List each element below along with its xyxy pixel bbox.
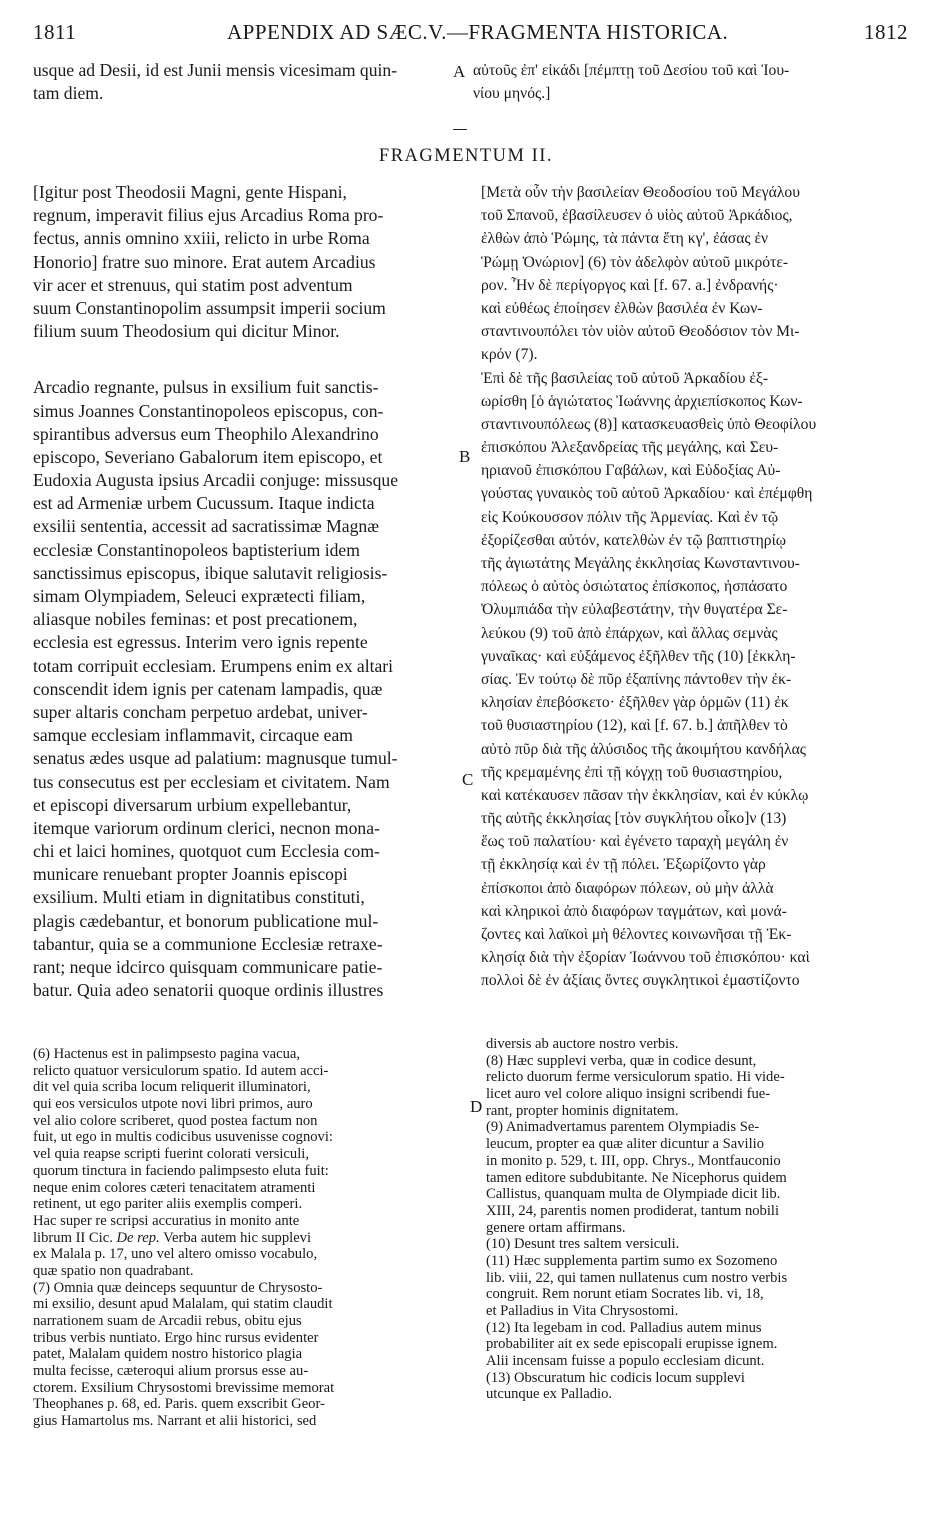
text-line: samque ecclesiam inflammavit, circaque eam [33,725,353,746]
text-line: ctorem. Exsilium Chrysostomi brevissime memorat [33,1379,335,1396]
text-line: ecclesiæ Constantinopoleos baptisterium idem [33,539,360,560]
text-line: Eudoxia Augusta ipsius Arcadii conjuge: missusque [33,470,399,491]
text-line: [Μετὰ οὖν τὴν βασιλείαν Θεοδοσίου τοῦ Μεγάλου [481,184,800,201]
text-line: relicto duorum ferme versiculorum spatio. Hi vide- [486,1069,785,1086]
text-line: conscendit idem ignis per catenam lampadis, quæ [33,678,383,699]
text-line: καὶ κληρικοὶ ἀπὸ διαφόρων ταγμάτων, καὶ μονά- [481,902,787,920]
text-line: καὶ εὐθέως ἐποίησεν ἐλθὼν βασιλέα ἐν Κων- [481,299,763,317]
italic-title: De rep. [116,1229,160,1246]
text-line: congruit. Rem norunt etiam Socrates lib. vi, 18, [486,1286,764,1303]
text-line: ἐξορίζεσθαι αὐτόν, κατελθὼν ἐν τῷ βαπτιστηρίῳ [481,531,787,549]
text-line: σίας. Ἐν τούτῳ δὲ πῦρ ἐξαπίνης πάντοθεν τὴν ἐκ- [481,670,792,688]
text-line: tabantur, quia se a communione Ecclesiæ retraxe- [33,933,383,954]
text-line: diversis ab auctore nostro verbis. [486,1036,679,1052]
greek-column [481,181,816,993]
text-line: Ὀλυμπιάδα τὴν εὐλαβεστάτην, τὴν θυγατέρα Σε- [481,601,788,619]
text-line: retinent, ut ego pariter aliis exemplis comperi. [33,1196,303,1213]
text-line: σταντινουπόλεως (8)] κατασκευασθεὶς ὑπὸ Θεοφίλου [481,415,817,433]
text-line: rant, propter hominis dignitatem. [486,1102,679,1119]
fragment-title: FRAGMENTUM II. [378,146,554,166]
text-line: (13) Obscuratum hic codicis locum supplevi [486,1369,745,1386]
text-line: dit vel quia scriba locum reliquerit illuminatori, [33,1079,311,1096]
text-line: αὐτὸ πῦρ διὰ τῆς ἀλύσιδος τῆς ἀκοιμήτου κανδήλας [481,740,806,758]
text-line: itemque variorum ordinum clerici, necnon mona- [33,817,380,838]
margin-letter-c: C [462,770,474,789]
page-number-right: 1812 [864,20,908,44]
text-line: mi exsilio, desunt apud Malalam, qui statim claudit [33,1296,333,1313]
text-line: γυναῖκας· καὶ εὐξάμενος ἐξῆλθεν τῆς (10) [ἐκκλη- [481,647,796,665]
text-line: πολλοὶ δὲ ἐν ἀξίαις ὄντες συγκλητικοὶ ἐμαστίζοντο [481,972,800,990]
text-line: rant; neque idcirco quisquam communicare patie- [33,957,383,977]
text-line: γούστας γυναικὸς τοῦ αὐτοῦ Ἀρκαδίου· καὶ ἐπέμφθη [481,485,813,503]
text-line: ἐπισκόπου Ἀλεξανδρείας τῆς μεγάλης, καὶ Σευ- [481,439,779,457]
text-line: τῆς αὐτῆς ἐκκλησίας [τὸν συγκλήτου οἶκο]ν (13) [481,810,787,828]
text-line: ex Malala p. 17, uno vel altero omisso vocabulo, [33,1246,318,1263]
text-line: totam corripuit ecclesiam. Erumpens enim ex altari [33,655,394,676]
text-line: et episcopi diversarum urbium expellebantur, [33,794,352,815]
text-line: ηριανοῦ ἐπισκόπου Γαβάλων, καὶ Εὐδοξίας Αὐ- [481,462,781,480]
text-line: fectus, annis omnino xxiii, relicto in urbe Roma [33,228,370,249]
text-line: senatus ædes usque ad palatium: magnusque tumul- [33,748,398,769]
text-line: licet auro vel colore aliquo insigni scribendi fue- [486,1086,771,1103]
text-line: est ad Armeniæ urbem Cucussum. Itaque indicta [33,493,375,514]
text-line: ζοντες καὶ λαϊκοὶ μὴ θέλοντες κοινωνῆσαι τῇ Ἐκ- [481,926,792,943]
footnotes-left [33,1046,334,1430]
running-title: APPENDIX AD SÆC.V.—FRAGMENTA HISTORICA. [227,20,729,44]
text-line: gius Hamartolus ms. Narrant et alii historici, sed [33,1413,317,1430]
text-line: simus Joannes Constantinopoleos episcopus, con- [33,400,384,421]
text-line: (6) Hactenus est in palimpsesto pagina vacua, [33,1046,301,1062]
text-line: τῆς κρεμαμένης ἐπὶ τῇ κόγχῃ τοῦ θυσιαστηρίου, [481,763,783,781]
text-line: Callistus, quanquam multa de Olympiade dicit lib. [486,1186,781,1203]
text-line: Hac super re scripsi accuratius in monito ante [33,1212,300,1229]
text-line: et Palladius in Vita Chrysostomi. [486,1303,679,1319]
text-line: exsilii sententia, accessit ad sacratissimæ Magnæ [33,516,379,537]
text-line: (8) Hæc supplevi verba, quæ in codice desunt, [486,1052,757,1069]
text-line: ωρίσθη [ὁ ἁγιώτατος Ἰωάννης ἀρχιεπίσκοπος Κων- [481,392,803,410]
text-line: ἐπίσκοποι ἀπὸ διαφόρων πόλεων, οὐ μὴν ἀλλὰ [481,879,774,897]
page-number-left: 1811 [33,20,77,44]
text-line: (9) Animadvertamus parentem Olympiadis Se- [486,1119,760,1136]
text-line: (7) Omnia quæ deinceps sequuntur de Chrysosto- [33,1279,323,1296]
text-line: τοῦ Σπανοῦ, ἐβασίλευσεν ὁ υἱὸς αὐτοῦ Ἀρκάδιος, [481,207,793,225]
margin-letter-a: A [453,62,466,81]
text-line: tam diem. [33,83,104,104]
text-line: patet, Malalam quidem nostro historico plagia [33,1346,303,1363]
text-line: neque enim colores cæteri tenacitatem atramenti [33,1179,316,1196]
text-line: in monito p. 529, t. III, opp. Chrys., Montfauconio [486,1152,781,1169]
text-line: (10) Desunt tres saltem versiculi. [486,1236,680,1253]
text-line: multa fecisse, cæteroqui alium prorsus esse au- [33,1363,309,1380]
paragraph-gap [33,343,398,376]
text-line: episcopo, Severiano Gabalorum item episcopo, et [33,446,383,467]
text-line: usque ad Desii, id est Junii mensis vicesimam quin- [33,60,398,80]
text-line: κλησίαν ἐπεβόσκετο· ἐξῆλθεν γὰρ ὁρμῶν (11) ἐκ [481,694,789,712]
text-line: plagis cædebantur, et bonorum publicatione mul- [33,910,379,931]
text-line: leucum, propter ea quæ aliter dicuntur a Savilio [486,1136,765,1153]
text-line: municare renuebant propter Joannis episcopi [33,864,348,885]
text-line: σταντινουπόλει τὸν υἱὸν αὐτοῦ Θεοδόσιον τὸν Μι- [481,323,800,341]
text-line: κλησίᾳ διὰ τὴν ἐξορίαν Ἰωάννου τοῦ ἐπισκόπου· καὶ [481,949,810,967]
text-line: librum II Cic. De rep. Verba autem hic supplevi [33,1229,312,1246]
text-line: utcunque ex Palladio. [486,1386,613,1403]
text-line: vel alio colore scriberet, quod postea factum non [33,1112,318,1129]
text-line: vel quia reapse scripti fuerint colorati versiculi, [33,1146,309,1163]
text-line: aliasque nobiles feminas: et post precationem, [33,609,358,630]
text-line: spirantibus adversus eum Theophilo Alexandrino [33,423,379,444]
text-line: sanctissimus episcopus, ibique salutavit religiosis- [33,562,388,583]
text-line: (12) Ita legebam in cod. Palladius autem minus [486,1319,762,1336]
margin-letter-b: B [459,447,471,466]
text-line: quorum tinctura in faciendo palimpsesto eluta fuit: [33,1162,329,1179]
latin-column [33,181,398,1002]
text-line: simam Olympiadem, Seleuci exprætecti filiam, [33,586,366,606]
text-line: αὐτοῦς ἐπ' εἰκάδι [πέμπτῃ τοῦ Δεσίου τοῦ καὶ Ἰου- [473,62,790,79]
text-line: probabiliter ait ex sede episcopali erupisse ignem. [486,1336,778,1353]
text-line: Ἐπὶ δὲ τῆς βασιλείας τοῦ αὐτοῦ Ἀρκαδίου ἐξ- [481,369,769,387]
text-line: [Igitur post Theodosii Magni, gente Hispani, [33,182,347,202]
section-rule [453,129,467,130]
text-line: τῇ ἐκκλησίᾳ καὶ ἐν τῇ πόλει. Ἐξωρίζοντο γὰρ [481,856,766,874]
text-line: qui eos versiculos utpote novi libri primos, auro [33,1096,313,1113]
text-line: XIII, 24, parentis nomen prodiderat, tantum nobili [486,1202,780,1219]
top-latin [33,59,397,105]
text-line: tus consecutus est per ecclesiam et civitatem. Nam [33,771,390,792]
text-line: νίου μηνός.] [473,85,551,103]
text-line: πόλεως ὁ αὐτὸς ὁσιώτατος ἐπίσκοπος, ἠσπάσατο [481,578,788,596]
text-line: κρόν (7). [481,346,538,364]
text-line: tribus verbis nuntiato. Ergo hinc rursus evidenter [33,1329,319,1346]
text-line: exsilium. Multi etiam in dignitatibus constituti, [33,887,365,908]
text-line: quæ spatio non quadrabant. [33,1262,194,1279]
top-greek [473,59,789,105]
text-line: Ῥώμῃ Ὀνώριον] (6) τὸν ἀδελφὸν αὐτοῦ μικρότε- [481,253,789,271]
text-line: (11) Hæc supplementa partim sumo ex Sozomeno [486,1252,778,1269]
text-line: lib. viii, 22, qui tamen nullatenus cum nostro verbis [486,1269,788,1286]
margin-letter-d: D [470,1097,483,1116]
footnotes-right [486,1036,787,1403]
text-line: vir acer et strenuus, qui statim post adventum [33,274,353,295]
text-line: chi et laici homines, quotquot cum Ecclesia com- [33,841,380,862]
text-line: genere ortam affirmans. [486,1219,626,1236]
text-line: suum Constantinopolim assumpsit imperii socium [33,297,386,318]
text-line: relicto quatuor versiculorum spatio. Id autem acci- [33,1062,329,1079]
text-line: Alii incensam fuisse a populo ecclesiam dicunt. [486,1353,765,1370]
text-line: τοῦ θυσιαστηρίου (12), καὶ [f. 67. b.] ἀπῆλθεν τὸ [481,717,788,735]
text-line: batur. Quia adeo senatorii quoque ordinis illustres [33,980,384,1001]
text-line: λεύκου (9) τοῦ ἀπὸ ἐπάρχων, καὶ ἄλλας σεμνὰς [481,624,778,642]
text-line: εἰς Κούκουσσον πόλιν τῆς Ἀρμενίας. Καὶ ἐν τῷ [481,508,779,526]
text-line: regnum, imperavit filius ejus Arcadius Roma pro- [33,205,384,226]
text-line: τῆς ἁγιωτάτης Μεγάλης ἐκκλησίας Κωνσταντινου- [481,555,800,572]
text-line: filium suum Theodosium qui dicitur Minor. [33,321,340,342]
text-line: narrationem suam de Arcadii rebus, obitu ejus [33,1313,302,1329]
text-line: Theophanes p. 68, ed. Paris. quem exscribit Geor- [33,1396,325,1413]
text-line: fuit, ut ego in multis codicibus usuvenisse cognovi: [33,1129,333,1146]
text-line: super altaris concham perpetuo ardebat, univer- [33,701,368,722]
text-line: Honorio] fratre suo minore. Erat autem Arcadius [33,251,376,272]
text-line: ecclesia est egressus. Interim vero ignis repente [33,632,368,653]
text-line: ἕως τοῦ παλατίου· καὶ ἐγένετο ταραχὴ μεγάλη ἐν [481,833,789,851]
text-line: καὶ κατέκαυσεν πᾶσαν τὴν ἐκκλησίαν, καὶ ἐν κύκλῳ [481,786,809,804]
text-line: tamen editore subdubitante. Ne Nicephorus quidem [486,1169,787,1186]
text-line: Arcadio regnante, pulsus in exsilium fuit sanctis- [33,377,379,398]
text-line: ἐλθὼν ἀπὸ Ῥώμης, τὰ πάντα ἔτη κγ', ἐάσας ἐν [481,230,769,248]
text-line: ρον. Ἦν δὲ περίγοργος καὶ [f. 67. a.] ἐνδρανής· [481,276,779,294]
